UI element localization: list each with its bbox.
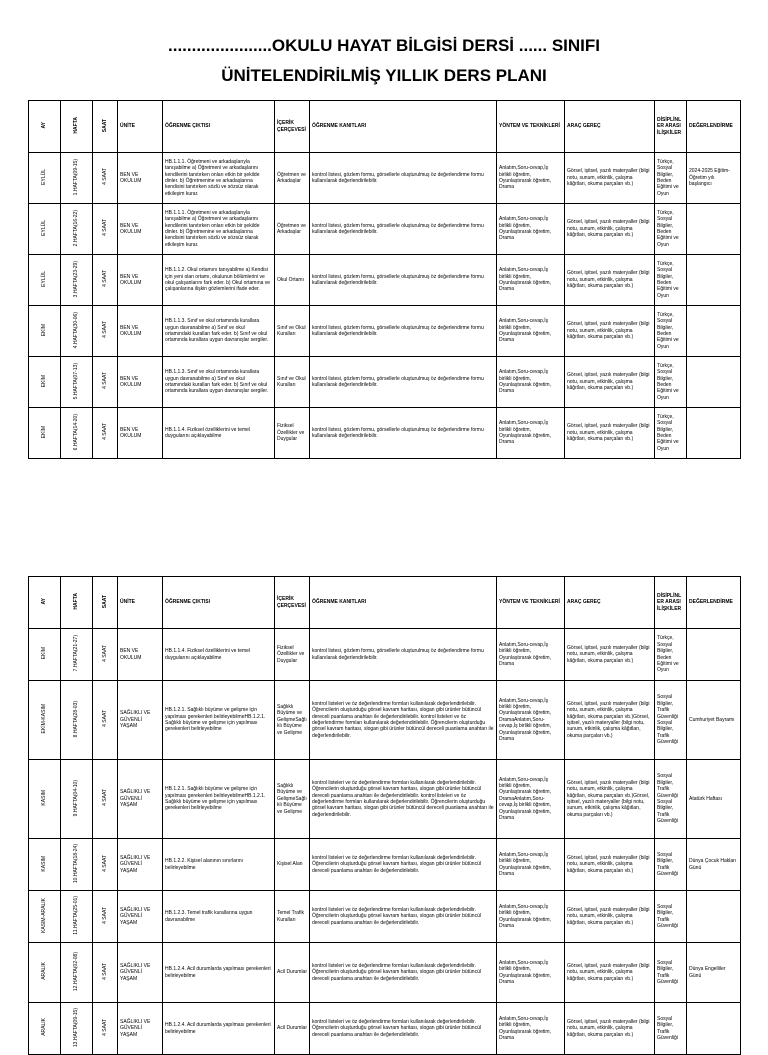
cell-arac: Görsel, işitsel, yazılı materyaller (bilgi notu, sunum, etkinlik, çalışma kâğıtları, okuma parçaları vb.) [565,839,655,891]
cell-cikti: HB.1.1.4. Fiziksel özelliklerini ve temel duygularını açıklayabilme [163,408,275,459]
cell-icerik: Sınıf ve Okul Kuralları [275,306,310,357]
cell-saat: 4 SAAT [93,839,118,891]
cell-ay: EKİM [29,357,61,408]
cell-arac: Görsel, işitsel, yazılı materyaller (bilgi notu, sunum, etkinlik, çalışma kâğıtları, okuma parçaları vb.) [565,255,655,306]
cell-kanit: kontrol listeleri ve öz değerlendirme formları kullanılarak değerlendirilebilir. Öğrencilerin oluşturduğu görsel kavram haritası, slogan gibi ürünler bütüncül dereceli puanlama anahtarı ile değerlendirilebilir. [310,943,497,1003]
cell-disiplin: Türkçe, Sosyal Bilgiler, Beden Eğitimi ve Oyun [655,629,687,681]
cell-degerlendirme [687,306,741,357]
cell-icerik: Fiziksel Özellikler ve Duygular [275,629,310,681]
cell-saat: 4 SAAT [93,1003,118,1055]
header-cikti: ÖĞRENME ÇIKTISI [163,101,275,153]
cell-unite: BEN VE OKULUM [118,153,163,204]
cell-saat: 4 SAAT [93,891,118,943]
cell-saat: 4 SAAT [93,629,118,681]
cell-degerlendirme [687,357,741,408]
header-icerik: İÇERİK ÇERÇEVESİ [275,577,310,629]
plan-table-2 [28,576,741,1055]
cell-kanit: kontrol listeleri ve öz değerlendirme formları kullanılarak değerlendirilebilir. Öğrencilerin oluşturduğu görsel kavram haritası, slogan gibi ürünler bütüncül dereceli puanlama anahtarı ile değerlendirilebilir. [310,1003,497,1055]
cell-saat: 4 SAAT [93,357,118,408]
table-row [29,255,741,306]
cell-unite: SAĞLIKLI VE GÜVENLİ YAŞAM [118,891,163,943]
cell-arac: Görsel, işitsel, yazılı materyaller (bilgi notu, sunum, etkinlik, çalışma kâğıtları, okuma parçaları vb.)Görsel, işitsel, yazılı materyaller (bilgi notu, sunum, etkinlik, çalışma kâğıtları, okuma parçaları vb.) [565,760,655,839]
cell-kanit: kontrol listesi, gözlem formu, görsellerle oluşturulmuş öz değerlendirme formu kullanılarak değerlendirilebilir. [310,204,497,255]
cell-icerik: Okul Ortamı [275,255,310,306]
table-row [29,629,741,681]
cell-hafta: 13.HAFTA(09-15) [61,1003,93,1055]
cell-arac: Görsel, işitsel, yazılı materyaller (bilgi notu, sunum, etkinlik, çalışma kâğıtları, okuma parçaları vb.) [565,629,655,681]
cell-yontem: Anlatım,Soru-cevap,İş birlikli öğretim, Oyunlaştırarak öğretim, Drama [497,839,565,891]
cell-yontem: Anlatım,Soru-cevap,İş birlikli öğretim, Oyunlaştırarak öğretim, Drama [497,943,565,1003]
cell-degerlendirme [687,629,741,681]
cell-icerik: Acil Durumlar [275,1003,310,1055]
cell-unite: SAĞLIKLI VE GÜVENLİ YAŞAM [118,839,163,891]
header-arac: ARAÇ GEREÇ [565,101,655,153]
cell-arac: Görsel, işitsel, yazılı materyaller (bilgi notu, sunum, etkinlik, çalışma kâğıtları, okuma parçaları vb.) [565,943,655,1003]
cell-hafta: 7.HAFTA(21-27) [61,629,93,681]
table-row [29,153,741,204]
cell-cikti: HB.1.1.1. Öğretmeni ve arkadaşlarıyla tanışabilme a) Öğretmeni ve arkadaşlarını kendilerini tanıtırken onları etkin bir şekilde dinler. b) Öğretmenine ve arkadaşlarına kendisini tanıtırken sözlü ve sözsüz olarak etkileşim kurar. [163,204,275,255]
cell-yontem: Anlatım,Soru-cevap,İş birlikli öğretim, Oyunlaştırarak öğretim, Drama [497,891,565,943]
table-row [29,1003,741,1055]
cell-yontem: Anlatım,Soru-cevap,İş birlikli öğretim, Oyunlaştırarak öğretim, Drama [497,1003,565,1055]
header-hafta: HAFTA [61,577,93,629]
cell-cikti: HB.1.2.4. Acil durumlarda yapılması gerekenleri belirleyebilme [163,943,275,1003]
cell-yontem: Anlatım,Soru-cevap,İş birlikli öğretim, Oyunlaştırarak öğretim, DramaAnlatım,Soru-cevap,İş birlikli öğretim, Oyunlaştırarak öğretim, Drama [497,681,565,760]
cell-unite: SAĞLIKLI VE GÜVENLİ YAŞAM [118,943,163,1003]
cell-disiplin: Türkçe, Sosyal Bilgiler, Beden Eğitimi ve Oyun [655,306,687,357]
header-degerlendirme: DEĞERLENDİRME [687,577,741,629]
cell-icerik: Sağlıklı Büyüme ve GelişmeSağlıklı Büyüme ve Gelişme [275,760,310,839]
cell-hafta: 4.HAFTA(30-06) [61,306,93,357]
cell-ay: EYLÜL [29,153,61,204]
table-header-row [29,577,741,629]
cell-yontem: Anlatım,Soru-cevap,İş birlikli öğretim, Oyunlaştırarak öğretim, Drama [497,629,565,681]
cell-icerik: Sınıf ve Okul Kuralları [275,357,310,408]
cell-saat: 4 SAAT [93,943,118,1003]
header-ay: AY [29,577,61,629]
cell-degerlendirme [687,891,741,943]
cell-icerik: Fiziksel Özellikler ve Duygular [275,408,310,459]
cell-disiplin: Sosyal Bilgiler, Trafik Güvenliği [655,943,687,1003]
cell-unite: SAĞLIKLI VE GÜVENLİ YAŞAM [118,760,163,839]
cell-degerlendirme: Atatürk Haftası [687,760,741,839]
table-row [29,204,741,255]
header-yontem: YÖNTEM VE TEKNİKLERİ [497,101,565,153]
cell-cikti: HB.1.1.4. Fiziksel özelliklerini ve temel duygularını açıklayabilme [163,629,275,681]
cell-icerik: Öğretmen ve Arkadaşlar [275,204,310,255]
cell-kanit: kontrol listesi, gözlem formu, görsellerle oluşturulmuş öz değerlendirme formu kullanılarak değerlendirilebilir. [310,255,497,306]
cell-cikti: HB.1.1.3. Sınıf ve okul ortamında kurallara uygun davranabilme a) Sınıf ve okul ortamındaki kuralları fark eder. b) Sınıf ve okul ortamında kurallara uygun davranışlar sergiler. [163,306,275,357]
table-row [29,943,741,1003]
cell-cikti: HB.1.2.1. Sağlıklı büyüme ve gelişme için yapılması gerekenleri belirleyebilmeHB.1.2.1. Sağlıklı büyüme ve gelişme için yapılması gerekenleri belirleyebilme [163,681,275,760]
cell-unite: BEN VE OKULUM [118,255,163,306]
plan-table-1 [28,100,741,459]
header-saat: SAAT [93,577,118,629]
cell-degerlendirme [687,204,741,255]
cell-kanit: kontrol listeleri ve öz değerlendirme formları kullanılarak değerlendirilebilir. Öğrencilerin oluşturduğu görsel kavram haritası, slogan gibi ürünler bütüncül dereceli puanlama anahtarı ile değerlendirilebilir. [310,839,497,891]
cell-ay: ARALIK [29,1003,61,1055]
table-row [29,839,741,891]
cell-saat: 4 SAAT [93,255,118,306]
cell-yontem: Anlatım,Soru-cevap,İş birlikli öğretim, Oyunlaştırarak öğretim, Drama [497,306,565,357]
table-row [29,408,741,459]
cell-yontem: Anlatım,Soru-cevap,İş birlikli öğretim, Oyunlaştırarak öğretim, Drama [497,408,565,459]
cell-hafta: 3.HAFTA(23-29) [61,255,93,306]
cell-cikti: HB.1.1.3. Sınıf ve okul ortamında kurallara uygun davranabilme a) Sınıf ve okul ortamındaki kuralları fark eder. b) Sınıf ve okul ortamında kurallara uygun davranışlar sergiler. [163,357,275,408]
cell-ay: EKİM [29,629,61,681]
cell-hafta: 8.HAFTA(28-03) [61,681,93,760]
table-header-row [29,101,741,153]
cell-kanit: kontrol listesi, gözlem formu, görsellerle oluşturulmuş öz değerlendirme formu kullanılarak değerlendirilebilir. [310,153,497,204]
header-disiplin: DİSİPLİNLER ARASI İLİŞKİLER [655,101,687,153]
cell-yontem: Anlatım,Soru-cevap,İş birlikli öğretim, Oyunlaştırarak öğretim, Drama [497,204,565,255]
cell-disiplin: Türkçe, Sosyal Bilgiler, Beden Eğitimi ve Oyun [655,408,687,459]
page-title: ......................OKULU HAYAT BİLGİSİ DERSİ ...... SINIFI [168,36,600,55]
header-unite: ÜNİTE [118,577,163,629]
cell-kanit: kontrol listeleri ve öz değerlendirme formları kullanılarak değerlendirilebilir. Öğrencilerin oluşturduğu görsel kavram haritası, slogan gibi ürünler bütüncül dereceli puanlama anahtarı ile değerlendirilebilir. kontrol listeleri ve öz değerlendirme formları kullanılarak değerlendirilebilir. Öğrencilerin oluşturduğu görsel kavram haritası, slogan gibi ürünler bütüncül dereceli puanlama anahtarı ile değerlendirilebilir. [310,760,497,839]
cell-unite: BEN VE OKULUM [118,629,163,681]
cell-yontem: Anlatım,Soru-cevap,İş birlikli öğretim, Oyunlaştırarak öğretim, Drama [497,153,565,204]
cell-cikti: HB.1.1.2. Okul ortamını tanıyabilme a) Kendisi için yeni olan ortamı, okulunun bölümlerini ve okul çalışanlarını fark eder. b) Okul ortamına ve çalışanlarına ilişkin gözlemlerini ifade eder. [163,255,275,306]
cell-disiplin: Sosyal Bilgiler, Trafik Güvenliği Sosyal Bilgiler, Trafik Güvenliği [655,760,687,839]
cell-kanit: kontrol listesi, gözlem formu, görsellerle oluşturulmuş öz değerlendirme formu kullanılarak değerlendirilebilir. [310,408,497,459]
cell-ay: KASIM [29,839,61,891]
cell-saat: 4 SAAT [93,153,118,204]
cell-unite: SAĞLIKLI VE GÜVENLİ YAŞAM [118,1003,163,1055]
cell-disiplin: Türkçe, Sosyal Bilgiler, Beden Eğitimi ve Oyun [655,357,687,408]
header-icerik: İÇERİK ÇERÇEVESİ [275,101,310,153]
table-row [29,760,741,839]
cell-kanit: kontrol listeleri ve öz değerlendirme formları kullanılarak değerlendirilebilir. Öğrencilerin oluşturduğu görsel kavram haritası, slogan gibi ürünler bütüncül dereceli puanlama anahtarı ile değerlendirilebilir. kontrol listeleri ve öz değerlendirme formları kullanılarak değerlendirilebilir. Öğrencilerin oluşturduğu görsel kavram haritası, slogan gibi ürünler bütüncül dereceli puanlama anahtarı ile değerlendirilebilir. [310,681,497,760]
cell-icerik: Acil Durumlar [275,943,310,1003]
header-arac: ARAÇ GEREÇ [565,577,655,629]
cell-unite: BEN VE OKULUM [118,204,163,255]
cell-unite: BEN VE OKULUM [118,408,163,459]
cell-arac: Görsel, işitsel, yazılı materyaller (bilgi notu, sunum, etkinlik, çalışma kâğıtları, okuma parçaları vb.) [565,306,655,357]
cell-hafta: 6.HAFTA(14-20) [61,408,93,459]
header-hafta: HAFTA [61,101,93,153]
header-degerlendirme: DEĞERLENDİRME [687,101,741,153]
cell-disiplin: Sosyal Bilgiler, Trafik Güvenliği [655,839,687,891]
cell-arac: Görsel, işitsel, yazılı materyaller (bilgi notu, sunum, etkinlik, çalışma kâğıtları, okuma parçaları vb.) [565,153,655,204]
cell-disiplin: Türkçe, Sosyal Bilgiler, Beden Eğitimi ve Oyun [655,204,687,255]
cell-degerlendirme: Dünya Çocuk Hakları Günü [687,839,741,891]
cell-saat: 4 SAAT [93,204,118,255]
table-row [29,891,741,943]
cell-unite: BEN VE OKULUM [118,357,163,408]
cell-yontem: Anlatım,Soru-cevap,İş birlikli öğretim, Oyunlaştırarak öğretim, DramaAnlatım,Soru-cevap,İş birlikli öğretim, Oyunlaştırarak öğretim, Drama [497,760,565,839]
header-cikti: ÖĞRENME ÇIKTISI [163,577,275,629]
header-saat: SAAT [93,101,118,153]
table-row [29,357,741,408]
cell-arac: Görsel, işitsel, yazılı materyaller (bilgi notu, sunum, etkinlik, çalışma kâğıtları, okuma parçaları vb.) [565,1003,655,1055]
cell-unite: BEN VE OKULUM [118,306,163,357]
header-unite: ÜNİTE [118,101,163,153]
cell-ay: KASIM [29,760,61,839]
cell-yontem: Anlatım,Soru-cevap,İş birlikli öğretim, Oyunlaştırarak öğretim, Drama [497,357,565,408]
cell-ay: EKİM-KASIM [29,681,61,760]
cell-hafta: 11.HAFTA(25-01) [61,891,93,943]
cell-disiplin: Sosyal Bilgiler, Trafik Güvenliği [655,891,687,943]
cell-yontem: Anlatım,Soru-cevap,İş birlikli öğretim, Oyunlaştırarak öğretim, Drama [497,255,565,306]
cell-disiplin: Sosyal Bilgiler, Trafik Güvenliği [655,1003,687,1055]
cell-icerik: Öğretmen ve Arkadaşlar [275,153,310,204]
cell-arac: Görsel, işitsel, yazılı materyaller (bilgi notu, sunum, etkinlik, çalışma kâğıtları, okuma parçaları vb.) [565,204,655,255]
table-row [29,306,741,357]
header-kanit: ÖĞRENME KANITLARI [310,101,497,153]
cell-degerlendirme [687,408,741,459]
cell-kanit: kontrol listesi, gözlem formu, görsellerle oluşturulmuş öz değerlendirme formu kullanılarak değerlendirilebilir. [310,306,497,357]
cell-arac: Görsel, işitsel, yazılı materyaller (bilgi notu, sunum, etkinlik, çalışma kâğıtları, okuma parçaları vb.) [565,357,655,408]
cell-saat: 4 SAAT [93,306,118,357]
cell-disiplin: Türkçe, Sosyal Bilgiler, Beden Eğitimi ve Oyun [655,153,687,204]
cell-disiplin: Türkçe, Sosyal Bilgiler, Beden Eğitimi ve Oyun [655,255,687,306]
cell-degerlendirme: Cumhuriyet Bayramı [687,681,741,760]
cell-icerik: Temel Trafik Kuralları [275,891,310,943]
header-kanit: ÖĞRENME KANITLARI [310,577,497,629]
cell-ay: EYLÜL [29,204,61,255]
header-disiplin: DİSİPLİNLER ARASI İLİŞKİLER [655,577,687,629]
cell-degerlendirme: 2024-2025 Eğitim-Öğretim yılı başlangıcı [687,153,741,204]
cell-hafta: 2.HAFTA(16-22) [61,204,93,255]
cell-cikti: HB.1.1.1. Öğretmeni ve arkadaşlarıyla tanışabilme a) Öğretmeni ve arkadaşlarını kendilerini tanıtırken onları etkin bir şekilde dinler. b) Öğretmenine ve arkadaşlarına kendisini tanıtırken sözlü ve sözsüz olarak etkileşim kurar. [163,153,275,204]
cell-saat: 4 SAAT [93,408,118,459]
header-ay: AY [29,101,61,153]
cell-degerlendirme: Dünya Engelliler Günü [687,943,741,1003]
cell-arac: Görsel, işitsel, yazılı materyaller (bilgi notu, sunum, etkinlik, çalışma kâğıtları, okuma parçaları vb.) [565,891,655,943]
header-yontem: YÖNTEM VE TEKNİKLERİ [497,577,565,629]
cell-ay: KASIM-ARALIK [29,891,61,943]
cell-degerlendirme [687,255,741,306]
cell-cikti: HB.1.2.2. Kişisel alanının sınırlarını belirleyebilme [163,839,275,891]
cell-kanit: kontrol listeleri ve öz değerlendirme formları kullanılarak değerlendirilebilir. Öğrencilerin oluşturduğu görsel kavram haritası, slogan gibi ürünler bütüncül dereceli puanlama anahtarı ile değerlendirilebilir. [310,891,497,943]
cell-kanit: kontrol listesi, gözlem formu, görsellerle oluşturulmuş öz değerlendirme formu kullanılarak değerlendirilebilir. [310,357,497,408]
cell-cikti: HB.1.2.3. Temel trafik kurallarına uygun davranabilme [163,891,275,943]
cell-icerik: Sağlıklı Büyüme ve GelişmeSağlıklı Büyüme ve Gelişme [275,681,310,760]
cell-degerlendirme [687,1003,741,1055]
cell-saat: 4 SAAT [93,681,118,760]
cell-ay: ARALIK [29,943,61,1003]
cell-ay: EKİM [29,306,61,357]
cell-hafta: 5.HAFTA(07-13) [61,357,93,408]
cell-cikti: HB.1.2.4. Acil durumlarda yapılması gerekenleri belirleyebilme [163,1003,275,1055]
cell-unite: SAĞLIKLI VE GÜVENLİ YAŞAM [118,681,163,760]
cell-kanit: kontrol listesi, gözlem formu, görsellerle oluşturulmuş öz değerlendirme formu kullanılarak değerlendirilebilir. [310,629,497,681]
cell-hafta: 12.HAFTA(02-08) [61,943,93,1003]
page-subtitle: ÜNİTELENDİRİLMİŞ YILLIK DERS PLANI [221,66,547,85]
cell-ay: EKİM [29,408,61,459]
cell-arac: Görsel, işitsel, yazılı materyaller (bilgi notu, sunum, etkinlik, çalışma kâğıtları, okuma parçaları vb.) [565,408,655,459]
cell-saat: 4 SAAT [93,760,118,839]
cell-hafta: 1.HAFTA(09-15) [61,153,93,204]
cell-hafta: 10.HAFTA(18-24) [61,839,93,891]
table-row [29,681,741,760]
cell-hafta: 9.HAFTA(04-10) [61,760,93,839]
cell-cikti: HB.1.2.1. Sağlıklı büyüme ve gelişme için yapılması gerekenleri belirleyebilmeHB.1.2.1. Sağlıklı büyüme ve gelişme için yapılması gerekenleri belirleyebilme [163,760,275,839]
cell-icerik: Kişisel Alan [275,839,310,891]
cell-ay: EYLÜL [29,255,61,306]
cell-disiplin: Sosyal Bilgiler, Trafik Güvenliği Sosyal Bilgiler, Trafik Güvenliği [655,681,687,760]
cell-arac: Görsel, işitsel, yazılı materyaller (bilgi notu, sunum, etkinlik, çalışma kâğıtları, okuma parçaları vb.)Görsel, işitsel, yazılı materyaller (bilgi notu, sunum, etkinlik, çalışma kâğıtları, okuma parçaları vb.) [565,681,655,760]
